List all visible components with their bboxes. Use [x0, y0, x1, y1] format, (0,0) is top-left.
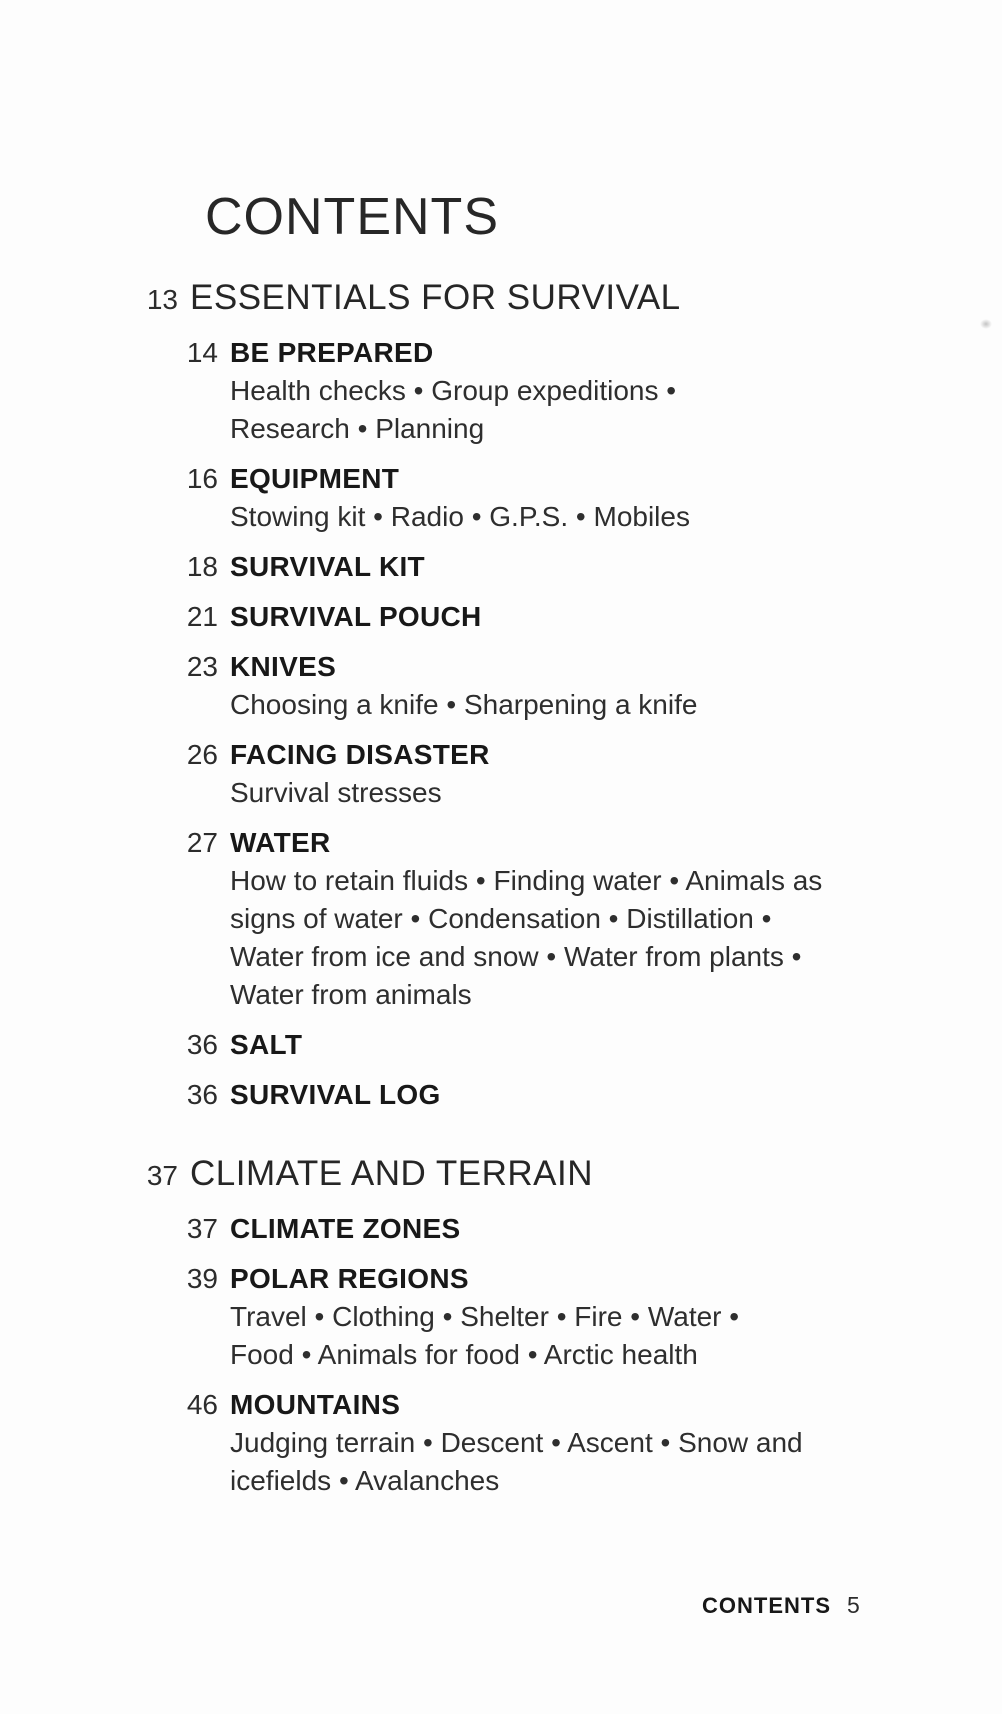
toc-section-equipment [132, 460, 892, 536]
topic-line: Choosing a knife • Sharpening a knife [230, 689, 698, 720]
section-topics [230, 774, 892, 812]
section-heading [182, 598, 892, 636]
section-page-number: 21 [186, 601, 218, 632]
toc-chapter-essentials [132, 276, 892, 1114]
section-title: KNIVES [230, 651, 337, 682]
section-heading [182, 1026, 892, 1064]
section-title: SURVIVAL LOG [230, 1079, 441, 1110]
section-topics [230, 686, 892, 724]
scan-artifact [980, 319, 992, 329]
footer-page-number: 5 [847, 1592, 860, 1618]
section-topics [230, 498, 892, 536]
section-page-number: 16 [186, 463, 218, 494]
section-topics [230, 862, 892, 1014]
section-heading [182, 1210, 892, 1248]
section-title: SURVIVAL KIT [230, 551, 425, 582]
toc-section-mountains [132, 1386, 892, 1500]
section-heading [182, 1386, 892, 1424]
section-page-number: 14 [186, 337, 218, 368]
section-page-number: 27 [186, 827, 218, 858]
toc-section-survival-log [132, 1076, 892, 1114]
toc-section-knives [132, 648, 892, 724]
footer-section-label: CONTENTS [702, 1593, 831, 1618]
topic-line: How to retain fluids • Finding water • Animals as [230, 865, 823, 896]
section-title: EQUIPMENT [230, 463, 400, 494]
chapter-heading [132, 1152, 892, 1198]
topic-line: Health checks • Group expeditions • [230, 375, 677, 406]
section-heading [182, 1076, 892, 1114]
topic-line: Water from animals [230, 979, 472, 1010]
topic-line: Food • Animals for food • Arctic health [230, 1339, 698, 1370]
toc-section-climate-zones [132, 1210, 892, 1248]
section-page-number: 46 [186, 1389, 218, 1420]
section-heading [182, 1260, 892, 1298]
section-title: MOUNTAINS [230, 1389, 401, 1420]
section-title: SURVIVAL POUCH [230, 601, 482, 632]
topic-line: signs of water • Condensation • Distillation • [230, 903, 772, 934]
topic-line: Water from ice and snow • Water from plants • [230, 941, 802, 972]
topic-line: icefields • Avalanches [230, 1465, 500, 1496]
toc-section-survival-pouch [132, 598, 892, 636]
table-of-contents [132, 188, 892, 1500]
toc-chapter-climate-terrain [132, 1152, 892, 1500]
page-title: CONTENTS [205, 188, 499, 246]
section-heading [182, 548, 892, 586]
section-heading [182, 648, 892, 686]
chapter-page-number: 37 [146, 1160, 178, 1191]
toc-section-be-prepared [132, 334, 892, 448]
toc-section-facing-disaster [132, 736, 892, 812]
section-page-number: 37 [186, 1213, 218, 1244]
section-page-number: 39 [186, 1263, 218, 1294]
toc-section-water [132, 824, 892, 1014]
section-title: SALT [230, 1029, 303, 1060]
topic-line: Judging terrain • Descent • Ascent • Snow and [230, 1427, 803, 1458]
section-title: POLAR REGIONS [230, 1263, 469, 1294]
running-footer [702, 1592, 860, 1619]
toc-section-salt [132, 1026, 892, 1064]
section-topics [230, 372, 892, 448]
section-page-number: 26 [186, 739, 218, 770]
section-heading [182, 334, 892, 372]
section-page-number: 18 [186, 551, 218, 582]
section-heading [182, 824, 892, 862]
section-topics [230, 1424, 892, 1500]
section-title: WATER [230, 827, 331, 858]
section-title: CLIMATE ZONES [230, 1213, 461, 1244]
section-topics [230, 1298, 892, 1374]
chapter-heading [132, 276, 892, 322]
section-title: BE PREPARED [230, 337, 434, 368]
topic-line: Research • Planning [230, 413, 485, 444]
section-page-number: 36 [186, 1079, 218, 1110]
toc-section-polar-regions [132, 1260, 892, 1374]
topic-line: Stowing kit • Radio • G.P.S. • Mobiles [230, 501, 690, 532]
chapter-title: CLIMATE AND TERRAIN [190, 1154, 593, 1193]
section-page-number: 23 [186, 651, 218, 682]
section-title: FACING DISASTER [230, 739, 490, 770]
toc-section-survival-kit [132, 548, 892, 586]
section-heading [182, 736, 892, 774]
topic-line: Travel • Clothing • Shelter • Fire • Water • [230, 1301, 740, 1332]
topic-line: Survival stresses [230, 777, 442, 808]
section-page-number: 36 [186, 1029, 218, 1060]
chapter-title: ESSENTIALS FOR SURVIVAL [190, 278, 681, 317]
section-heading [182, 460, 892, 498]
chapter-page-number: 13 [146, 284, 178, 315]
